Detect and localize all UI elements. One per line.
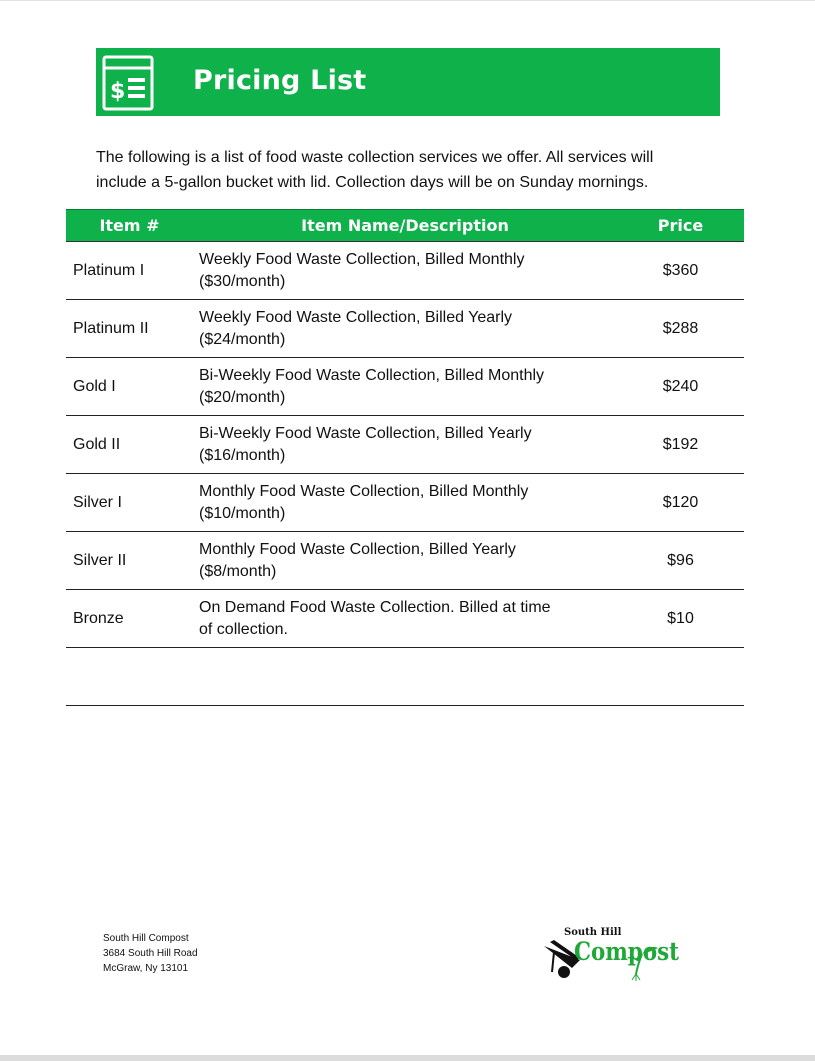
price-cell: $288 [617, 300, 744, 358]
price-cell: $96 [617, 532, 744, 590]
description-cell [193, 300, 617, 358]
invoice-dollar-list-icon [100, 52, 156, 112]
description-line-2: ($16/month) [199, 446, 286, 464]
item-cell: Gold I [66, 358, 193, 416]
price-cell: $240 [617, 358, 744, 416]
table-row [66, 532, 744, 590]
empty-cell [66, 648, 193, 706]
column-header-description: Item Name/Description [193, 210, 617, 242]
item-cell: Silver II [66, 532, 193, 590]
page-top-border [0, 0, 815, 1]
column-header-item: Item # [66, 210, 193, 242]
empty-cell [617, 648, 744, 706]
table-row [66, 300, 744, 358]
price-cell: $10 [617, 590, 744, 648]
description-line-1: On Demand Food Waste Collection. Billed at time [199, 598, 551, 616]
description-line-1: Monthly Food Waste Collection, Billed Monthly [199, 482, 529, 500]
description-line-2: ($24/month) [199, 330, 286, 348]
description-line-1: Monthly Food Waste Collection, Billed Yearly [199, 540, 516, 558]
description-cell [193, 416, 617, 474]
page-title: Pricing List [193, 65, 367, 96]
footer-city: McGraw, Ny 13101 [103, 963, 189, 974]
description-cell [193, 242, 617, 300]
description-line-2: ($10/month) [199, 504, 286, 522]
item-cell: Platinum I [66, 242, 193, 300]
footer-street: 3684 South Hill Road [103, 948, 198, 959]
footer-company: South Hill Compost [103, 933, 189, 944]
wheelbarrow-sprout-logo-icon [540, 922, 690, 982]
empty-cell [193, 648, 617, 706]
table-header-row [66, 210, 744, 242]
price-cell: $192 [617, 416, 744, 474]
intro-paragraph [96, 145, 736, 195]
description-line-1: Weekly Food Waste Collection, Billed Yearly [199, 308, 513, 326]
description-cell [193, 590, 617, 648]
price-cell: $120 [617, 474, 744, 532]
page-bottom-border [0, 1055, 815, 1061]
footer-address [103, 931, 198, 976]
table-row [66, 590, 744, 648]
description-cell [193, 358, 617, 416]
item-cell: Gold II [66, 416, 193, 474]
table-row [66, 474, 744, 532]
description-line-2: ($8/month) [199, 562, 277, 580]
description-line-2: ($20/month) [199, 388, 286, 406]
svg-text:$: $ [110, 79, 126, 104]
logo-line-2: Compost [574, 937, 680, 966]
column-header-price: Price [617, 210, 744, 242]
description-line-1: Weekly Food Waste Collection, Billed Monthly [199, 250, 525, 268]
table-row [66, 416, 744, 474]
description-line-2: ($30/month) [199, 272, 286, 290]
intro-line-1: The following is a list of food waste collection services we offer. All services will [96, 149, 654, 166]
description-cell [193, 532, 617, 590]
description-cell [193, 474, 617, 532]
item-cell: Bronze [66, 590, 193, 648]
title-banner [96, 48, 720, 116]
table-row [66, 242, 744, 300]
logo-line-1: South Hill [564, 927, 622, 938]
description-line-2: of collection. [199, 620, 288, 638]
item-cell: Platinum II [66, 300, 193, 358]
table-row [66, 358, 744, 416]
pricing-table [66, 209, 744, 706]
intro-line-2: include a 5-gallon bucket with lid. Collection days will be on Sunday mornings. [96, 174, 649, 191]
description-line-1: Bi-Weekly Food Waste Collection, Billed Yearly [199, 424, 532, 442]
description-line-1: Bi-Weekly Food Waste Collection, Billed Monthly [199, 366, 545, 384]
price-cell: $360 [617, 242, 744, 300]
item-cell: Silver I [66, 474, 193, 532]
empty-table-row [66, 648, 744, 706]
